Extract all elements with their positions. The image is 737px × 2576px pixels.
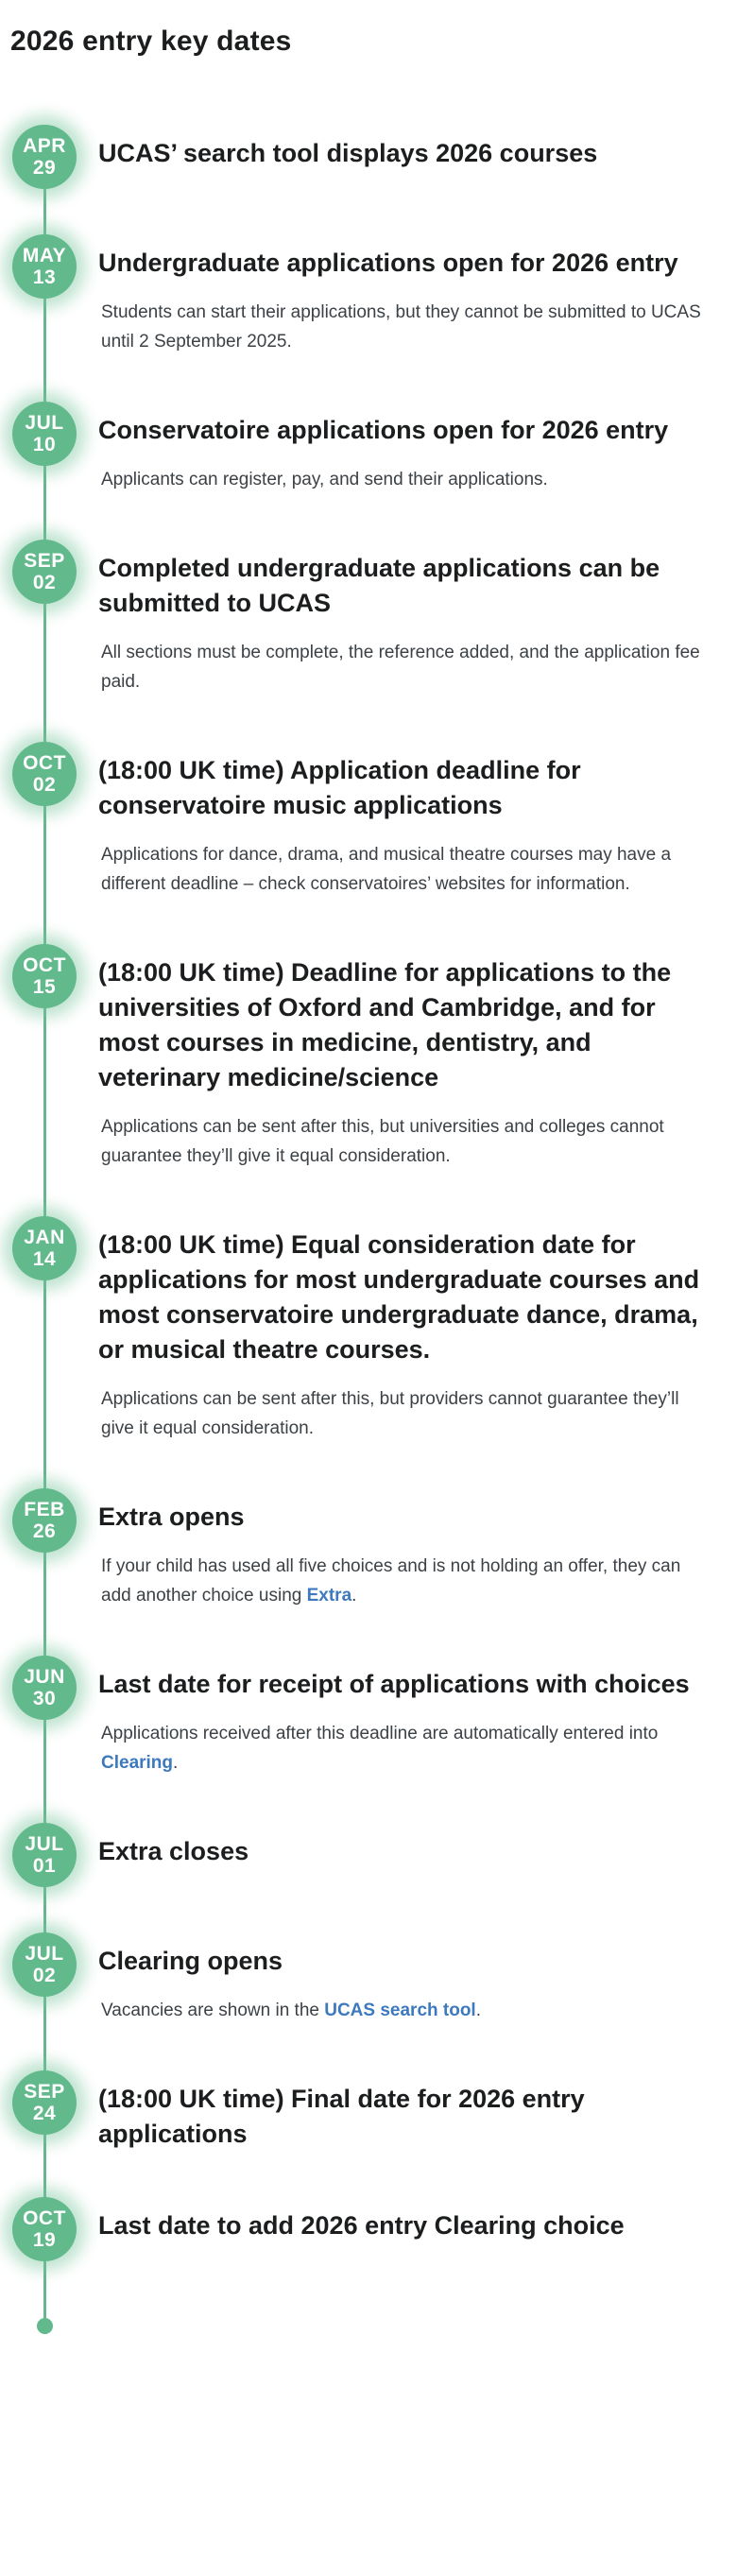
timeline-item: [0, 246, 737, 356]
date-badge-month: JUL: [25, 1943, 64, 1965]
date-badge: [12, 1823, 77, 1887]
event-description: [101, 1996, 703, 2025]
event-heading: Conservatoire applications open for 2026 entry: [98, 416, 669, 444]
date-badge-day: 02: [32, 572, 57, 593]
timeline-item-content: [98, 551, 712, 696]
date-badge-month: JUL: [25, 412, 64, 434]
timeline-item: [0, 753, 737, 899]
timeline-end-dot: [37, 2318, 53, 2334]
event-description: [101, 840, 703, 899]
timeline-item: [0, 2208, 737, 2261]
date-badge-day: 26: [32, 1520, 57, 1542]
event-description-text: .: [173, 1753, 179, 1773]
timeline-badge-column: [0, 1834, 98, 1887]
event-description-text: .: [475, 2001, 481, 2020]
timeline-item-content: [98, 2082, 712, 2152]
timeline-item-content: [98, 1667, 712, 1777]
event-description-text: Applicants can register, pay, and send their applications.: [101, 470, 548, 489]
event-description: [101, 465, 703, 494]
timeline-item: [0, 136, 737, 189]
event-description: [101, 1384, 703, 1443]
date-badge-day: 29: [32, 157, 57, 179]
date-badge-month: JUL: [25, 1833, 64, 1855]
clearing-link[interactable]: Clearing: [101, 1753, 174, 1773]
timeline-item-content: [98, 955, 712, 1171]
event-description: [101, 638, 703, 696]
date-badge-month: FEB: [24, 1499, 65, 1520]
date-badge: [12, 125, 77, 189]
event-description-text: Applications can be sent after this, but providers cannot guarantee they’ll give it equal consideration.: [101, 1389, 679, 1438]
event-heading: Completed undergraduate applications can be submitted to UCAS: [98, 554, 660, 617]
event-description: [101, 1552, 703, 1610]
timeline: [0, 136, 737, 2334]
date-badge: [12, 402, 77, 466]
timeline-item-content: [98, 246, 712, 356]
date-badge-month: JUN: [24, 1666, 65, 1688]
date-badge: [12, 1488, 77, 1553]
timeline-badge-column: [0, 955, 98, 1171]
event-heading: Extra closes: [98, 1837, 249, 1865]
event-description-text: Students can start their applications, but they cannot be submitted to UCAS until 2 September 2025.: [101, 302, 701, 352]
page-title: 2026 entry key dates: [10, 26, 292, 57]
date-badge-day: 24: [32, 2103, 57, 2124]
date-badge-day: 02: [32, 774, 57, 796]
date-badge: [12, 1656, 77, 1720]
timeline-badge-column: [0, 2208, 98, 2261]
timeline-badge-column: [0, 753, 98, 899]
timeline-badge-column: [0, 136, 98, 189]
timeline-item: [0, 1834, 737, 1887]
date-badge-day: 13: [32, 266, 57, 288]
timeline-badge-column: [0, 2082, 98, 2152]
timeline-item: [0, 551, 737, 696]
event-description-text: .: [351, 1586, 357, 1606]
timeline-item-content: [98, 1944, 712, 2025]
timeline-item-content: [98, 1500, 712, 1610]
timeline-badge-column: [0, 1667, 98, 1777]
date-badge-day: 02: [32, 1965, 57, 1986]
timeline-item: [0, 413, 737, 494]
event-description-text: If your child has used all five choices and is not holding an offer, they can add another choice using: [101, 1556, 681, 1606]
timeline-item-content: [98, 753, 712, 899]
date-badge-month: OCT: [23, 2207, 66, 2229]
date-badge: [12, 1216, 77, 1280]
event-description-text: Vacancies are shown in the: [101, 2001, 325, 2020]
event-description: [101, 298, 703, 356]
timeline-item: [0, 955, 737, 1171]
date-badge-month: MAY: [22, 245, 67, 266]
event-description: [101, 1112, 703, 1171]
timeline-item-content: [98, 136, 712, 189]
date-badge-day: 01: [32, 1855, 57, 1877]
event-description: [101, 1719, 703, 1777]
event-heading: UCAS’ search tool displays 2026 courses: [98, 139, 598, 167]
date-badge-month: APR: [23, 135, 66, 157]
date-badge-month: SEP: [24, 550, 65, 572]
event-heading: Last date to add 2026 entry Clearing choice: [98, 2211, 625, 2240]
date-badge-day: 14: [32, 1248, 57, 1270]
date-badge: [12, 2070, 77, 2135]
timeline-badge-column: [0, 1944, 98, 2025]
date-badge: [12, 1932, 77, 1997]
ucas-search-tool-link[interactable]: UCAS search tool: [324, 2001, 476, 2020]
date-badge-day: 30: [32, 1688, 57, 1709]
date-badge-day: 19: [32, 2229, 57, 2251]
date-badge: [12, 2197, 77, 2261]
timeline-badge-column: [0, 246, 98, 356]
date-badge: [12, 540, 77, 604]
event-heading: (18:00 UK time) Final date for 2026 entry applications: [98, 2085, 585, 2148]
timeline-badge-column: [0, 1500, 98, 1610]
event-description-text: Applications received after this deadline are automatically entered into: [101, 1724, 659, 1743]
date-badge-month: OCT: [23, 954, 66, 976]
timeline-item: [0, 1667, 737, 1777]
event-heading: Extra opens: [98, 1503, 245, 1531]
event-heading: (18:00 UK time) Application deadline for conservatoire music applications: [98, 756, 581, 819]
event-description-text: Applications for dance, drama, and musical theatre courses may have a different deadline – check conservatoires’ websites for information.: [101, 845, 672, 894]
timeline-item: [0, 2082, 737, 2152]
date-badge-month: SEP: [24, 2081, 65, 2103]
timeline-badge-column: [0, 1228, 98, 1443]
timeline-item: [0, 1500, 737, 1610]
date-badge-month: JAN: [24, 1227, 65, 1248]
timeline-item-content: [98, 1228, 712, 1443]
timeline-badge-column: [0, 551, 98, 696]
date-badge: [12, 944, 77, 1008]
date-badge-day: 15: [32, 976, 57, 998]
timeline-item-content: [98, 413, 712, 494]
event-heading: (18:00 UK time) Deadline for applications to the universities of Oxford and Cambridge, and for most courses in medicine, dentistry, and veterinary medicine/science: [98, 958, 672, 1091]
date-badge: [12, 742, 77, 806]
event-description-text: Applications can be sent after this, but universities and colleges cannot guarantee they’ll give it equal consideration.: [101, 1117, 664, 1166]
date-badge: [12, 234, 77, 299]
timeline-item-content: [98, 1834, 712, 1887]
timeline-badge-column: [0, 413, 98, 494]
event-description-text: All sections must be complete, the reference added, and the application fee paid.: [101, 643, 700, 692]
timeline-item-content: [98, 2208, 712, 2261]
event-heading: Clearing opens: [98, 1947, 283, 1975]
timeline-item: [0, 1228, 737, 1443]
event-heading: Last date for receipt of applications with choices: [98, 1670, 690, 1698]
date-badge-month: OCT: [23, 752, 66, 774]
timeline-item: [0, 1944, 737, 2025]
event-heading: (18:00 UK time) Equal consideration date for applications for most undergraduate courses and most conservatoire undergraduate dance, drama, or musical theatre courses.: [98, 1230, 700, 1364]
date-badge-day: 10: [32, 434, 57, 455]
event-heading: Undergraduate applications open for 2026 entry: [98, 249, 678, 277]
extra-link[interactable]: Extra: [306, 1586, 352, 1606]
